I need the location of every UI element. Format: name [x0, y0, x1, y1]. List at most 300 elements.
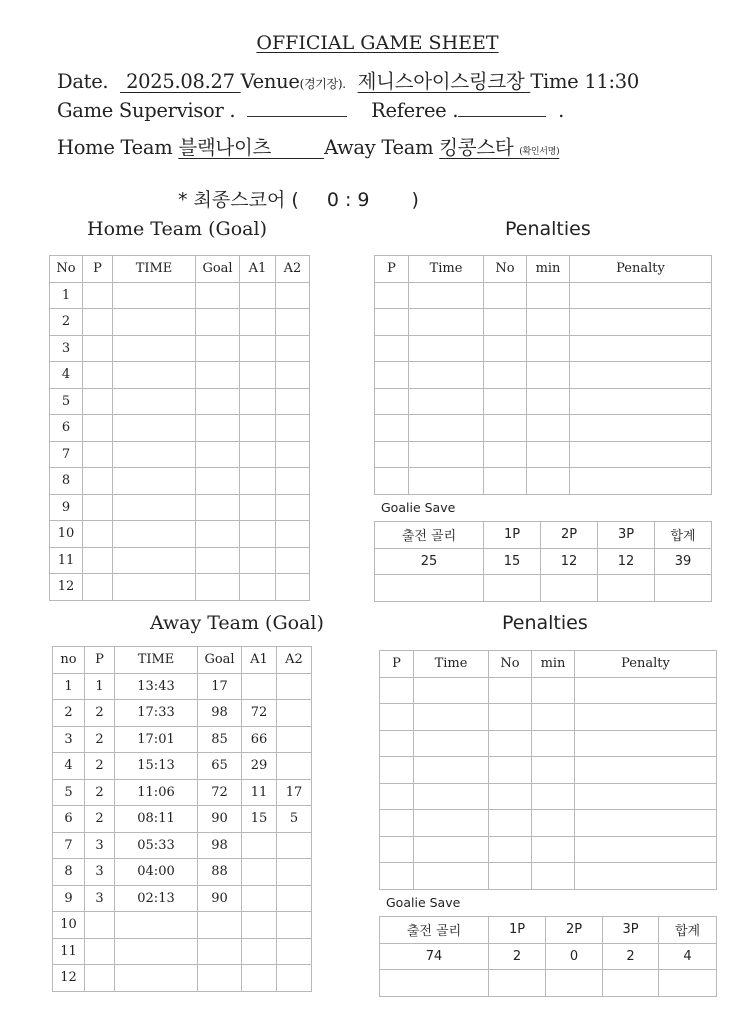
- table-cell[interactable]: [375, 335, 409, 362]
- table-cell[interactable]: [242, 938, 277, 965]
- table-cell[interactable]: 02:13: [115, 885, 198, 912]
- away-penalties-table: [379, 650, 717, 890]
- table-cell[interactable]: [575, 810, 717, 837]
- table-cell[interactable]: [276, 441, 310, 468]
- table-cell[interactable]: [196, 415, 240, 442]
- table-cell[interactable]: [409, 362, 484, 389]
- table-row: [375, 335, 712, 362]
- table-cell[interactable]: 72: [198, 779, 242, 806]
- column-header: TIME: [115, 647, 198, 674]
- table-cell[interactable]: [489, 757, 532, 784]
- table-cell[interactable]: 39: [655, 548, 712, 575]
- column-header: Goal: [198, 647, 242, 674]
- table-cell[interactable]: [242, 832, 277, 859]
- table-cell[interactable]: 2: [85, 779, 115, 806]
- table-cell[interactable]: 29: [242, 753, 277, 780]
- table-cell[interactable]: [83, 521, 113, 548]
- table-cell[interactable]: [196, 468, 240, 495]
- table-cell[interactable]: 04:00: [115, 859, 198, 886]
- table-row: [50, 574, 310, 601]
- table-cell[interactable]: [575, 677, 717, 704]
- table-cell[interactable]: [414, 730, 489, 757]
- column-header: min: [532, 651, 575, 678]
- table-cell[interactable]: [277, 700, 312, 727]
- table-cell[interactable]: [83, 547, 113, 574]
- table-cell[interactable]: [570, 362, 712, 389]
- table-cell[interactable]: [113, 574, 196, 601]
- table-cell[interactable]: [113, 415, 196, 442]
- table-cell[interactable]: [276, 574, 310, 601]
- column-header: Goal: [196, 256, 240, 283]
- table-cell[interactable]: [198, 965, 242, 992]
- table-cell[interactable]: [570, 388, 712, 415]
- table-cell[interactable]: [240, 335, 276, 362]
- final-score-value: 0 : 9: [326, 189, 370, 211]
- column-header: Penalty: [570, 256, 712, 283]
- table-cell[interactable]: [113, 441, 196, 468]
- table-cell[interactable]: [276, 309, 310, 336]
- table-cell[interactable]: 8: [50, 468, 83, 495]
- table-cell[interactable]: [85, 938, 115, 965]
- column-header: min: [527, 256, 570, 283]
- table-cell[interactable]: 11:06: [115, 779, 198, 806]
- table-cell[interactable]: [83, 388, 113, 415]
- table-cell[interactable]: 3: [50, 335, 83, 362]
- table-cell[interactable]: [242, 885, 277, 912]
- table-cell[interactable]: [489, 783, 532, 810]
- table-cell[interactable]: [380, 757, 414, 784]
- table-cell[interactable]: [532, 677, 575, 704]
- table-cell[interactable]: [276, 362, 310, 389]
- table-cell[interactable]: 1: [50, 282, 83, 309]
- table-cell[interactable]: 65: [198, 753, 242, 780]
- table-cell[interactable]: [655, 575, 712, 602]
- table-cell[interactable]: 5: [53, 779, 85, 806]
- table-cell[interactable]: 2: [85, 753, 115, 780]
- table-cell[interactable]: 9: [53, 885, 85, 912]
- column-header: Time: [409, 256, 484, 283]
- table-cell[interactable]: [375, 575, 484, 602]
- home-goalie-save-label: Goalie Save: [381, 500, 456, 515]
- table-cell[interactable]: [484, 362, 527, 389]
- table-cell[interactable]: [409, 282, 484, 309]
- column-header: No: [489, 651, 532, 678]
- table-cell[interactable]: 17: [277, 779, 312, 806]
- table-cell[interactable]: 5: [277, 806, 312, 833]
- date-value[interactable]: 2025.08.27: [126, 70, 235, 93]
- table-cell[interactable]: [115, 912, 198, 939]
- table-row: [50, 415, 310, 442]
- table-cell[interactable]: 25: [375, 548, 484, 575]
- table-cell[interactable]: [240, 282, 276, 309]
- table-cell[interactable]: [484, 468, 527, 495]
- table-cell[interactable]: [409, 441, 484, 468]
- table-cell[interactable]: [489, 704, 532, 731]
- column-header: Time: [414, 651, 489, 678]
- table-cell[interactable]: 05:33: [115, 832, 198, 859]
- table-cell[interactable]: 15: [484, 548, 541, 575]
- table-cell[interactable]: [409, 415, 484, 442]
- table-cell[interactable]: [659, 970, 717, 997]
- table-cell[interactable]: [196, 521, 240, 548]
- table-cell[interactable]: [570, 309, 712, 336]
- table-cell[interactable]: [414, 757, 489, 784]
- table-cell[interactable]: [240, 521, 276, 548]
- table-cell[interactable]: [196, 362, 240, 389]
- away-goal-header-row: [53, 647, 312, 674]
- column-header: P: [85, 647, 115, 674]
- table-cell[interactable]: 66: [242, 726, 277, 753]
- table-cell[interactable]: [603, 970, 659, 997]
- signature-note: (확인서명): [519, 147, 560, 157]
- table-cell[interactable]: [484, 282, 527, 309]
- table-cell[interactable]: 2: [489, 943, 546, 970]
- table-cell[interactable]: 3: [85, 859, 115, 886]
- table-row: [53, 753, 312, 780]
- table-cell[interactable]: [240, 309, 276, 336]
- table-cell[interactable]: [240, 574, 276, 601]
- venue-value[interactable]: 제니스아이스링크장: [357, 70, 525, 93]
- table-cell[interactable]: [240, 415, 276, 442]
- table-cell[interactable]: [276, 494, 310, 521]
- table-cell[interactable]: [489, 677, 532, 704]
- table-cell[interactable]: [489, 810, 532, 837]
- date-label: Date.: [57, 70, 109, 93]
- table-cell[interactable]: 2: [85, 806, 115, 833]
- table-cell[interactable]: [113, 494, 196, 521]
- table-cell[interactable]: [380, 704, 414, 731]
- column-header: 3P: [603, 917, 659, 944]
- table-cell[interactable]: [277, 673, 312, 700]
- away-goalie-table: [379, 916, 717, 997]
- table-cell[interactable]: [489, 863, 532, 890]
- table-cell[interactable]: [409, 468, 484, 495]
- table-cell[interactable]: 3: [85, 832, 115, 859]
- table-cell[interactable]: [375, 362, 409, 389]
- table-cell[interactable]: [115, 938, 198, 965]
- table-cell[interactable]: [409, 309, 484, 336]
- table-row: [50, 494, 310, 521]
- table-cell[interactable]: 17:33: [115, 700, 198, 727]
- table-cell[interactable]: 7: [50, 441, 83, 468]
- table-cell[interactable]: [242, 912, 277, 939]
- table-cell[interactable]: [380, 730, 414, 757]
- column-header: P: [380, 651, 414, 678]
- table-cell[interactable]: [85, 912, 115, 939]
- table-cell[interactable]: 72: [242, 700, 277, 727]
- table-cell[interactable]: [380, 810, 414, 837]
- table-cell[interactable]: [375, 441, 409, 468]
- table-cell[interactable]: [276, 415, 310, 442]
- table-cell[interactable]: [375, 415, 409, 442]
- table-cell[interactable]: 90: [198, 806, 242, 833]
- table-cell[interactable]: 12: [598, 548, 655, 575]
- table-cell[interactable]: [484, 309, 527, 336]
- table-cell[interactable]: 3: [85, 885, 115, 912]
- column-header: 2P: [541, 522, 598, 549]
- table-cell[interactable]: 08:11: [115, 806, 198, 833]
- table-cell[interactable]: [575, 757, 717, 784]
- table-cell[interactable]: [277, 938, 312, 965]
- table-cell[interactable]: [375, 388, 409, 415]
- table-cell[interactable]: [575, 730, 717, 757]
- table-cell[interactable]: [277, 885, 312, 912]
- table-cell[interactable]: [113, 335, 196, 362]
- table-cell[interactable]: [277, 726, 312, 753]
- table-cell[interactable]: 2: [85, 700, 115, 727]
- table-cell[interactable]: [575, 783, 717, 810]
- final-score-close: ): [411, 189, 419, 211]
- table-cell[interactable]: [532, 836, 575, 863]
- table-cell[interactable]: [484, 335, 527, 362]
- table-cell[interactable]: [196, 335, 240, 362]
- table-cell[interactable]: [484, 415, 527, 442]
- table-cell[interactable]: [276, 335, 310, 362]
- table-cell[interactable]: [414, 704, 489, 731]
- table-cell[interactable]: [375, 468, 409, 495]
- table-cell[interactable]: 9: [50, 494, 83, 521]
- table-cell[interactable]: 2: [603, 943, 659, 970]
- table-cell[interactable]: 17:01: [115, 726, 198, 753]
- table-cell[interactable]: 3: [53, 726, 85, 753]
- table-cell[interactable]: [196, 547, 240, 574]
- table-cell[interactable]: [489, 730, 532, 757]
- table-cell[interactable]: [527, 415, 570, 442]
- column-header: no: [53, 647, 85, 674]
- table-cell[interactable]: [83, 362, 113, 389]
- table-cell[interactable]: [196, 494, 240, 521]
- table-cell[interactable]: 12: [53, 965, 85, 992]
- table-cell[interactable]: [570, 335, 712, 362]
- table-row: [53, 700, 312, 727]
- table-cell[interactable]: 85: [198, 726, 242, 753]
- table-cell[interactable]: [575, 863, 717, 890]
- table-cell[interactable]: [489, 970, 546, 997]
- table-cell[interactable]: [83, 441, 113, 468]
- table-cell[interactable]: [83, 282, 113, 309]
- column-header: No: [50, 256, 83, 283]
- table-cell[interactable]: [113, 309, 196, 336]
- final-score: [178, 185, 419, 212]
- table-cell[interactable]: [83, 309, 113, 336]
- table-cell[interactable]: [240, 468, 276, 495]
- table-cell[interactable]: [277, 965, 312, 992]
- table-cell[interactable]: [570, 282, 712, 309]
- table-cell[interactable]: 10: [53, 912, 85, 939]
- table-cell[interactable]: [113, 468, 196, 495]
- table-cell[interactable]: [532, 810, 575, 837]
- table-cell[interactable]: [484, 575, 541, 602]
- table-cell[interactable]: [409, 335, 484, 362]
- table-cell[interactable]: [380, 836, 414, 863]
- away-goal-table: [52, 646, 312, 992]
- table-cell[interactable]: [414, 863, 489, 890]
- table-cell[interactable]: 5: [50, 388, 83, 415]
- table-cell[interactable]: [527, 282, 570, 309]
- table-cell[interactable]: [240, 441, 276, 468]
- away-team-label: Away Team: [324, 136, 434, 159]
- table-cell[interactable]: [532, 863, 575, 890]
- table-cell[interactable]: [484, 441, 527, 468]
- table-cell[interactable]: 88: [198, 859, 242, 886]
- table-cell[interactable]: [83, 415, 113, 442]
- table-row: [53, 965, 312, 992]
- table-cell[interactable]: 4: [50, 362, 83, 389]
- table-cell[interactable]: [196, 309, 240, 336]
- table-cell[interactable]: 10: [50, 521, 83, 548]
- table-cell[interactable]: [83, 468, 113, 495]
- table-cell[interactable]: [489, 836, 532, 863]
- table-cell[interactable]: 6: [53, 806, 85, 833]
- away-goalie-header-row: [380, 917, 717, 944]
- table-row: [53, 859, 312, 886]
- table-cell[interactable]: [276, 468, 310, 495]
- table-cell[interactable]: [113, 362, 196, 389]
- table-cell[interactable]: [113, 521, 196, 548]
- table-cell[interactable]: [575, 704, 717, 731]
- table-cell[interactable]: [414, 836, 489, 863]
- table-cell[interactable]: [113, 547, 196, 574]
- table-cell[interactable]: 98: [198, 832, 242, 859]
- table-cell[interactable]: 74: [380, 943, 489, 970]
- table-cell[interactable]: [532, 757, 575, 784]
- table-cell[interactable]: [242, 859, 277, 886]
- table-cell[interactable]: 4: [659, 943, 717, 970]
- table-row: [53, 885, 312, 912]
- table-cell[interactable]: [85, 965, 115, 992]
- table-cell[interactable]: [242, 965, 277, 992]
- venue-label-kr: (경기장).: [299, 77, 346, 91]
- table-cell[interactable]: [414, 783, 489, 810]
- table-cell[interactable]: [380, 863, 414, 890]
- table-cell[interactable]: [380, 783, 414, 810]
- table-row: [380, 783, 717, 810]
- table-cell[interactable]: [196, 574, 240, 601]
- table-cell[interactable]: [541, 575, 598, 602]
- table-cell[interactable]: [527, 441, 570, 468]
- table-cell[interactable]: [240, 362, 276, 389]
- home-goalie-header-row: [375, 522, 712, 549]
- table-cell[interactable]: [375, 309, 409, 336]
- table-cell[interactable]: 12: [50, 574, 83, 601]
- table-cell[interactable]: [196, 282, 240, 309]
- home-team-value[interactable]: 블랙나이츠: [178, 136, 272, 159]
- table-cell[interactable]: 98: [198, 700, 242, 727]
- table-cell[interactable]: [196, 441, 240, 468]
- table-cell[interactable]: 1: [53, 673, 85, 700]
- table-cell[interactable]: 4: [53, 753, 85, 780]
- table-cell[interactable]: 1: [85, 673, 115, 700]
- table-cell[interactable]: [242, 673, 277, 700]
- table-cell[interactable]: [570, 415, 712, 442]
- table-cell[interactable]: [414, 677, 489, 704]
- table-cell[interactable]: [115, 965, 198, 992]
- table-row: [375, 388, 712, 415]
- table-cell[interactable]: 13:43: [115, 673, 198, 700]
- table-cell[interactable]: 2: [50, 309, 83, 336]
- table-cell[interactable]: [240, 494, 276, 521]
- home-goal-table: [49, 255, 310, 601]
- table-cell[interactable]: 17: [198, 673, 242, 700]
- table-cell[interactable]: 11: [242, 779, 277, 806]
- table-cell[interactable]: [546, 970, 603, 997]
- table-cell[interactable]: 15: [242, 806, 277, 833]
- table-cell[interactable]: [598, 575, 655, 602]
- table-cell[interactable]: [196, 388, 240, 415]
- table-cell[interactable]: [527, 335, 570, 362]
- table-cell[interactable]: [277, 832, 312, 859]
- table-cell[interactable]: 2: [53, 700, 85, 727]
- table-cell[interactable]: 15:13: [115, 753, 198, 780]
- table-cell[interactable]: 11: [53, 938, 85, 965]
- officials-line: [57, 99, 564, 122]
- table-cell[interactable]: 2: [85, 726, 115, 753]
- away-goalie-save-label: Goalie Save: [386, 895, 461, 910]
- table-cell[interactable]: 12: [541, 548, 598, 575]
- table-cell[interactable]: 6: [50, 415, 83, 442]
- table-cell[interactable]: 8: [53, 859, 85, 886]
- table-row: [50, 547, 310, 574]
- table-cell[interactable]: 0: [546, 943, 603, 970]
- table-cell[interactable]: [575, 836, 717, 863]
- table-row: [50, 335, 310, 362]
- table-cell[interactable]: [113, 388, 196, 415]
- table-cell[interactable]: [83, 494, 113, 521]
- table-cell[interactable]: [484, 388, 527, 415]
- date-venue-line: [57, 66, 639, 94]
- table-cell[interactable]: [240, 388, 276, 415]
- table-cell[interactable]: [414, 810, 489, 837]
- table-cell[interactable]: [532, 783, 575, 810]
- supervisor-field[interactable]: [247, 115, 347, 117]
- table-cell[interactable]: [240, 547, 276, 574]
- table-cell[interactable]: [198, 938, 242, 965]
- table-cell[interactable]: 11: [50, 547, 83, 574]
- table-row: [380, 730, 717, 757]
- table-cell[interactable]: [276, 521, 310, 548]
- table-cell[interactable]: [570, 441, 712, 468]
- table-cell[interactable]: [375, 282, 409, 309]
- table-cell[interactable]: [380, 970, 489, 997]
- table-cell[interactable]: [83, 574, 113, 601]
- table-cell[interactable]: [527, 468, 570, 495]
- referee-field[interactable]: [458, 115, 546, 117]
- home-goal-header-row: [50, 256, 310, 283]
- table-cell[interactable]: [276, 547, 310, 574]
- table-cell[interactable]: [380, 677, 414, 704]
- table-cell[interactable]: [277, 753, 312, 780]
- table-cell[interactable]: [409, 388, 484, 415]
- away-team-value[interactable]: 킹콩스타 (확인서명): [439, 136, 560, 159]
- table-cell[interactable]: [570, 468, 712, 495]
- table-row: [375, 548, 712, 575]
- table-cell[interactable]: [83, 335, 113, 362]
- table-cell[interactable]: [276, 282, 310, 309]
- table-cell[interactable]: 7: [53, 832, 85, 859]
- table-cell[interactable]: [527, 309, 570, 336]
- table-cell[interactable]: [277, 912, 312, 939]
- table-cell[interactable]: [113, 282, 196, 309]
- table-cell[interactable]: [532, 730, 575, 757]
- table-row: [53, 779, 312, 806]
- table-cell[interactable]: 90: [198, 885, 242, 912]
- table-cell[interactable]: [276, 388, 310, 415]
- table-cell[interactable]: [277, 859, 312, 886]
- table-cell[interactable]: [527, 362, 570, 389]
- table-cell[interactable]: [198, 912, 242, 939]
- table-cell[interactable]: [532, 704, 575, 731]
- table-cell[interactable]: [527, 388, 570, 415]
